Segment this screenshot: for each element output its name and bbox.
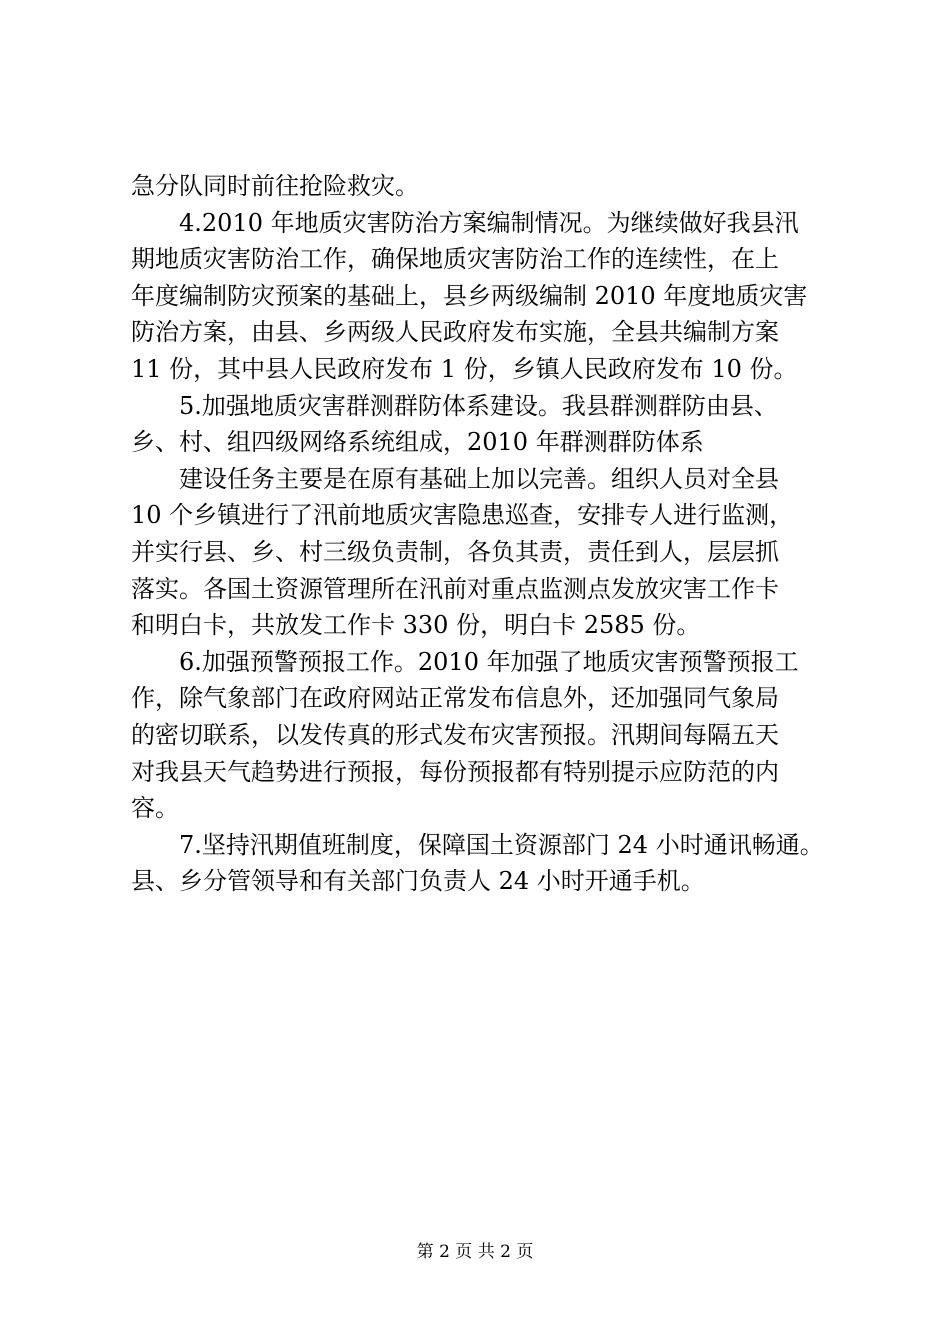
text-line: 容。 (131, 794, 179, 823)
text-line: 落实。各国土资源管理所在汛前对重点监测点发放灾害工作卡 (131, 574, 779, 603)
text-line: 6.加强预警预报工作。2010 年加强了地质灾害预警预报工 (179, 647, 799, 676)
text-line: 对我县天气趋势进行预报，每份预报都有特别提示应防范的内 (131, 757, 779, 786)
text-line: 10 个乡镇进行了汛前地质灾害隐患巡查，安排专人进行监测， (131, 501, 794, 530)
text-line: 并实行县、乡、村三级负责制，各负其责，责任到人，层层抓 (131, 537, 779, 566)
text-line: 4.2010 年地质灾害防治方案编制情况。为继续做好我县汛 (179, 208, 799, 237)
text-line: 作，除气象部门在政府网站正常发布信息外，还加强同气象局 (131, 684, 779, 713)
text-line: 建设任务主要是在原有基础上加以完善。组织人员对全县 (179, 464, 779, 493)
text-line: 乡、村、组四级网络系统组成，2010 年群测群防体系 (131, 428, 704, 457)
text-line: 5.加强地质灾害群测群防体系建设。我县群测群防由县、 (179, 391, 778, 420)
text-line: 的密切联系，以发传真的形式发布灾害预报。汛期间每隔五天 (131, 720, 779, 749)
text-line: 11 份，其中县人民政府发布 1 份，乡镇人民政府发布 10 份。 (131, 354, 798, 383)
text-line: 年度编制防灾预案的基础上，县乡两级编制 2010 年度地质灾害 (131, 281, 808, 310)
page-number: 第 2 页 共 2 页 (416, 1242, 534, 1262)
text-line: 和明白卡，共放发工作卡 330 份，明白卡 2585 份。 (131, 611, 701, 640)
body-text (131, 168, 831, 900)
text-line: 急分队同时前往抢险救灾。 (131, 172, 419, 200)
text-line: 防治方案，由县、乡两级人民政府发布实施，全县共编制方案 (131, 318, 779, 347)
text-line: 7.坚持汛期值班制度，保障国土资源部门 24 小时通讯畅通。 (179, 830, 824, 859)
page-footer (0, 1240, 950, 1264)
text-line: 县、乡分管领导和有关部门负责人 24 小时开通手机。 (131, 867, 705, 896)
text-line: 期地质灾害防治工作，确保地质灾害防治工作的连续性，在上 (131, 245, 779, 274)
